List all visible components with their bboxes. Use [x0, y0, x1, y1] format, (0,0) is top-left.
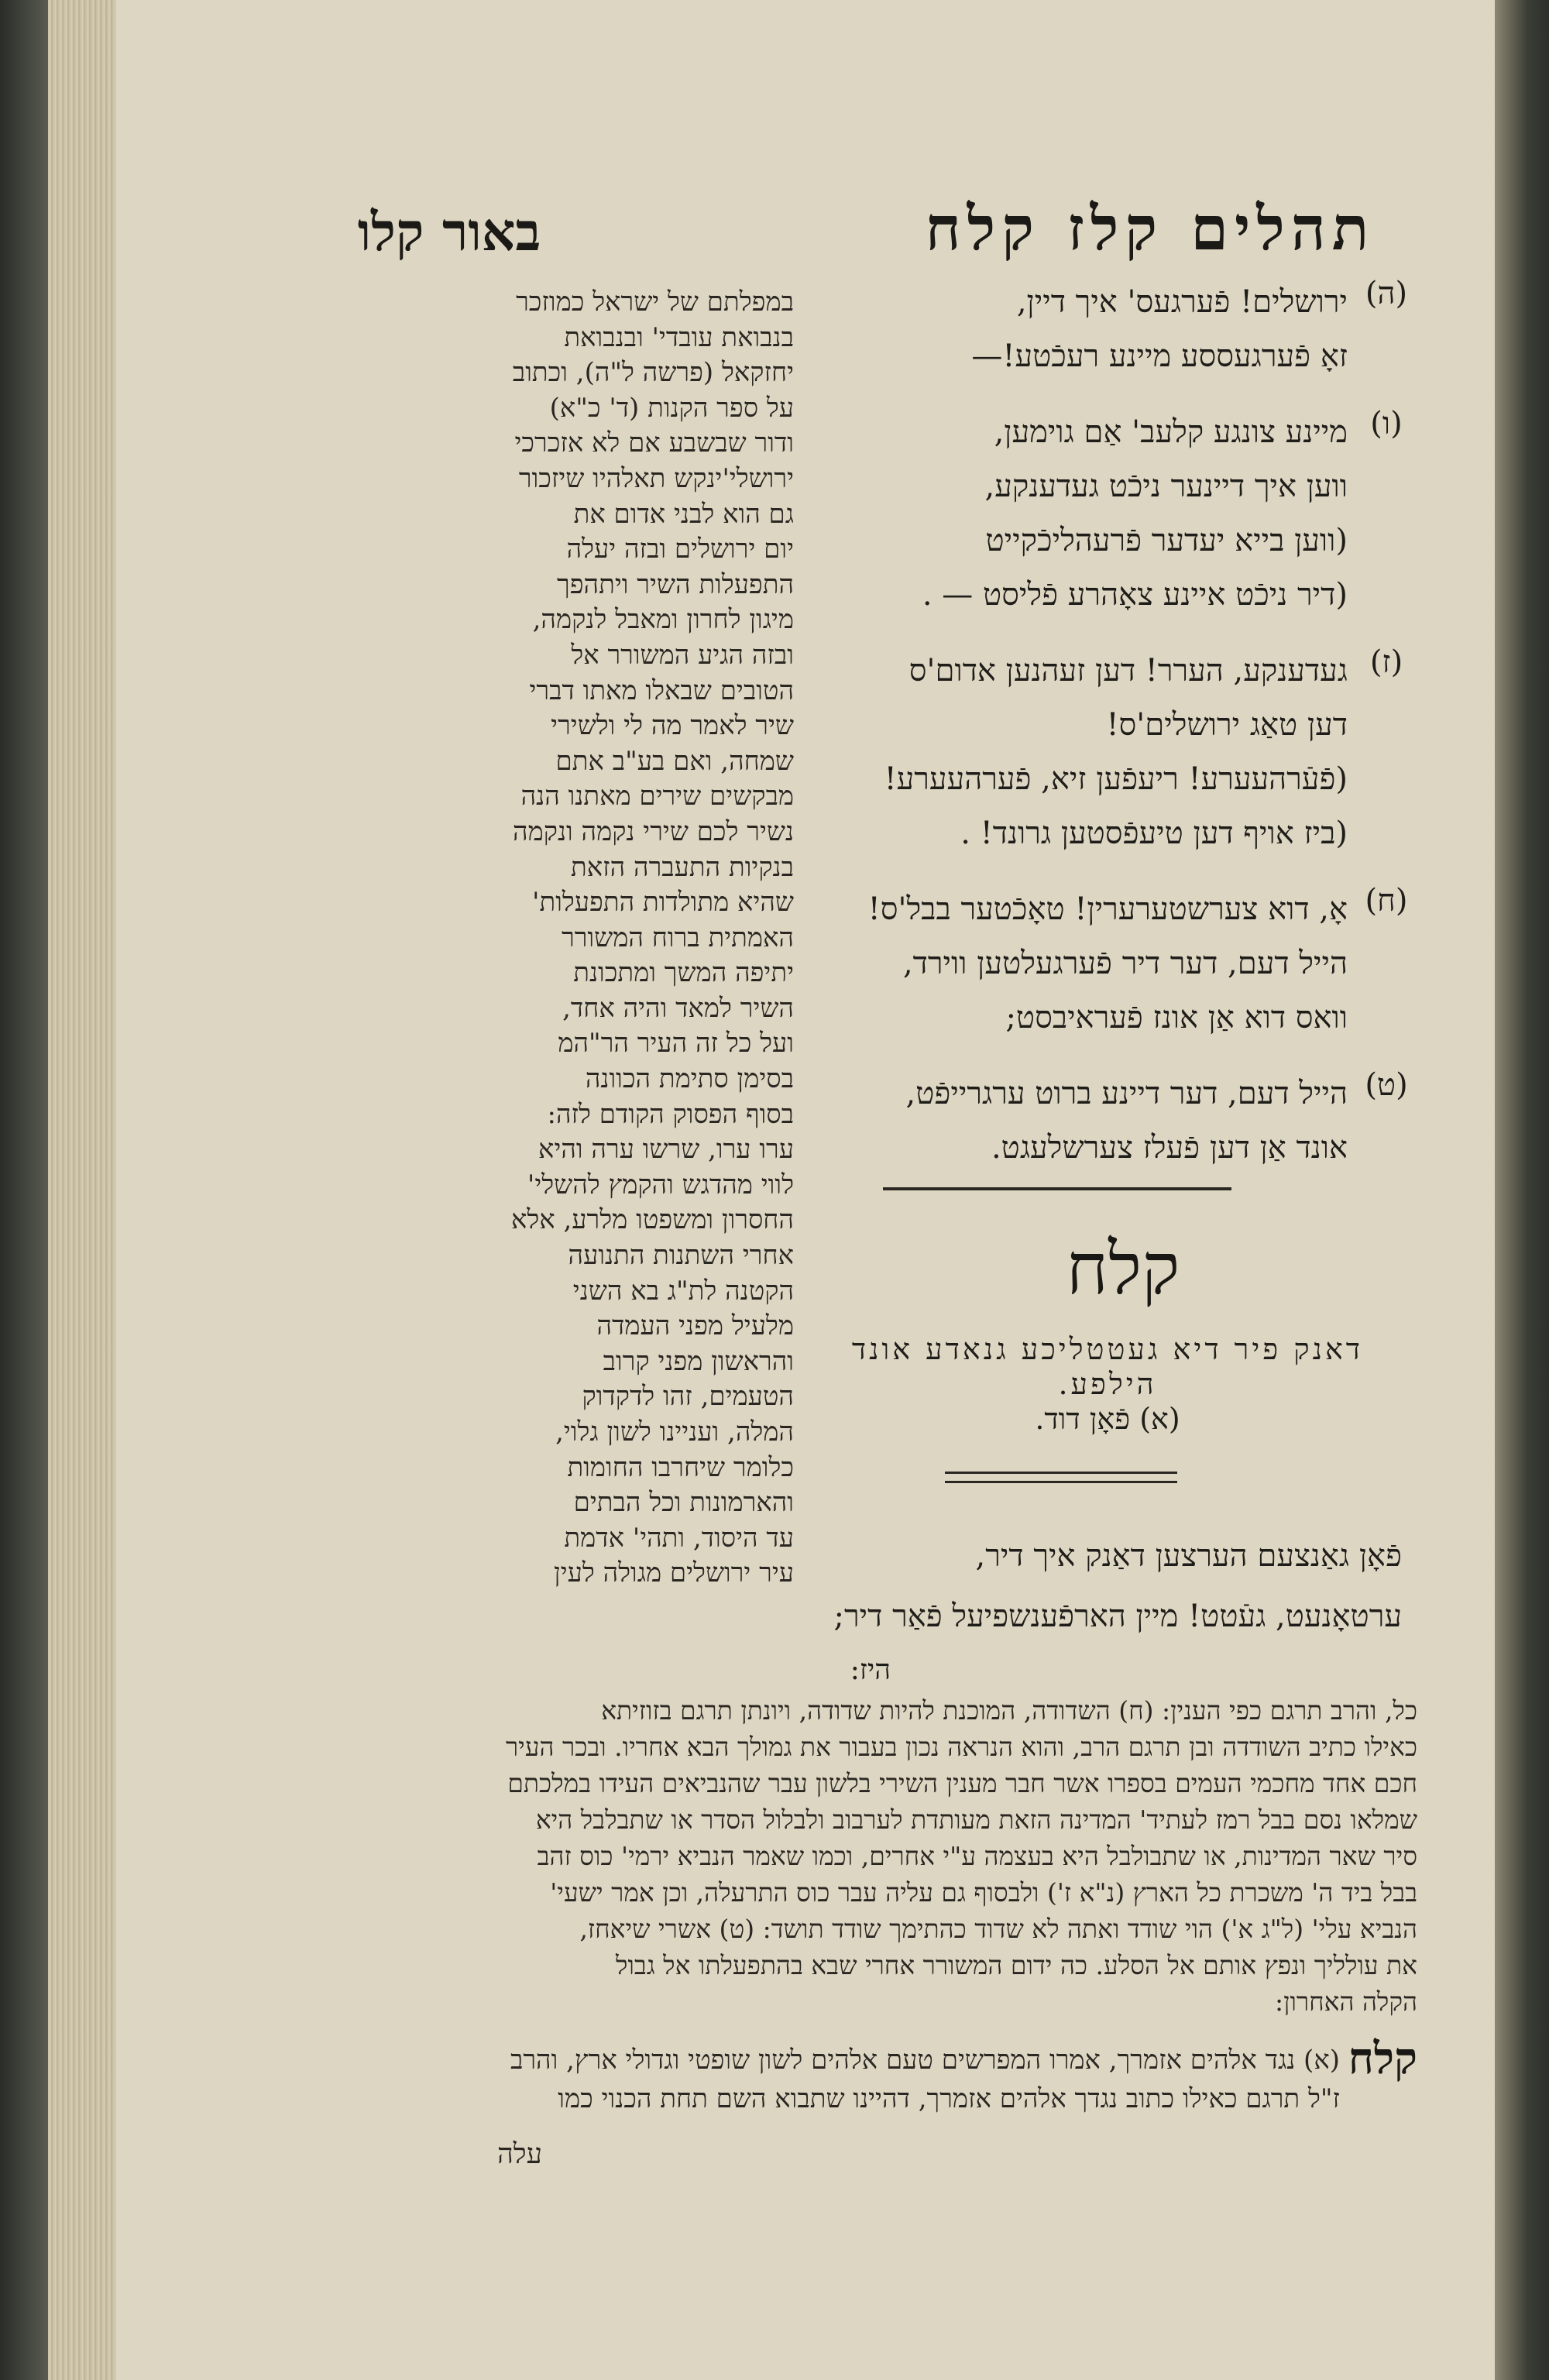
commentary-line: בסוף הפסוק הקודם לזה: [547, 1098, 794, 1130]
commentary-line: גם הוא לבני אדום את [573, 498, 794, 530]
verses-column [813, 275, 1410, 1197]
verse-number: (ז) [1369, 644, 1403, 680]
commentary-line: התפעלות השיר ויתהפך [557, 568, 794, 600]
verse-number: (ה) [1365, 276, 1408, 311]
verse-line: הייל דעם, דער דיר פֿערגעלטען ווירד, [902, 946, 1348, 981]
commentary-line: ערו ערו, שרשו ערה והיא [538, 1134, 794, 1166]
verse-line: געדענקע, הערר! דען זעהנען אדום'ס [908, 653, 1348, 689]
verse-number: (ו) [1370, 406, 1403, 441]
commentary-line: על ספר הקנות (ד' כ"א) [549, 392, 794, 424]
section-divider [883, 1187, 1231, 1190]
commentary-line: ודור שבשבע אם לא אזכרכי [514, 428, 794, 459]
footnote-line: הקלה האחרון: [1274, 1987, 1417, 2017]
footnote-chapter-label: קלח [1348, 2033, 1417, 2084]
verse-line: אונד אַן דען פֿעלז צערשלעגט. [991, 1130, 1348, 1166]
verse-number: (ט) [1365, 1067, 1408, 1103]
commentary-line: כלומר שיחרבו החומות [567, 1451, 794, 1483]
verse [813, 1066, 1410, 1175]
commentary-line: בנקיות התעברה הזאת [571, 851, 794, 883]
commentary-line: במפלתם של ישראל כמוזכר [516, 287, 794, 318]
footnote-line: חכם אחד מחכמי העמים בספרו אשר חבר מענין השירי בלשון עבר שהנביאים העידו במלכתם [507, 1768, 1417, 1798]
catchword: עלה [497, 2138, 542, 2170]
verse-line: וואס דוא אַן אונז פֿעראיבסט; [1005, 1000, 1348, 1035]
commentary-line: החסרון ומשפטו מלרע, אלא [510, 1204, 794, 1236]
commentary-line: יתיפה המשך ומתכונת [573, 957, 794, 989]
footnote-chapter-note [333, 2041, 1340, 2118]
verse-line: (ווען בייא יעדער פֿרעהליכֿקייט [985, 523, 1348, 558]
commentary-line: ירושלי'ינקש תאלהיו שיזכור [518, 462, 794, 494]
verse [813, 882, 1410, 1045]
book-spine [0, 0, 48, 2380]
commentary-line: האמתית ברוח המשורר [562, 922, 794, 953]
commentary-line: והראשון מפני קרוב [603, 1345, 794, 1377]
footnote-line: את עולליך ונפץ אותם אל הסלע. כה ידום המשורר אחרי שבא בהתפעלתו אל גבול [616, 1950, 1417, 1980]
verse-line: ווען איך דיינער ניכֿט געדענקע, [984, 469, 1348, 504]
verse-line: זאָ פֿערגעססע מיינע רעכֿטע!— [971, 338, 1348, 374]
commentary-line: יום ירושלים ובזה יעלה [566, 534, 794, 565]
footnote-line: הנביא עלי' (ל"ג א') הוי שודד ואתה לא שדוד כהתימך שודד תושד: (ט) אשרי שיאחז, [579, 1914, 1417, 1944]
footnote-note-line: ז"ל תרגם כאילו כתוב נגדך אלהים אזמרך, דהיינו שתבוא השם תחת הכנוי כמו [558, 2083, 1340, 2114]
chapter-subtitle: דאנק פיר דיא געטטליכע גנאדע אונד הילפע. [851, 1332, 1364, 1401]
stanza-lines [705, 1526, 1402, 1647]
commentary-line: הטובים שבאלו מאתו דברי [529, 675, 794, 706]
commentary-line: מיגון לחרון ומאבל לנקמה, [532, 604, 794, 636]
commentary-line: ועל כל זה העיר הר"המ [558, 1028, 794, 1059]
footnotes-block [318, 1692, 1417, 2020]
page-edges [48, 0, 118, 2380]
verse-line: (דיר ניכֿט איינע צאָהרע פֿליסט — . [922, 577, 1348, 613]
commentary-line: בסימן סתימת הכוונה [585, 1063, 794, 1095]
book-page [116, 0, 1495, 2380]
footnote-line: בבל ביד ה' משכרת כל הארץ (נ"א ז') ולבסוף גם עליה עבר כוס התרעלה, וכן אמר ישעי' [550, 1877, 1417, 1908]
commentary-line: יחזקאל (פרשה ל"ה), וכתוב [512, 357, 794, 389]
commentary-line: הטעמים, זהו לדקדוק [582, 1381, 794, 1413]
commentary-line: בנבואת עובדי' ובנבואת [564, 321, 794, 353]
commentary-line: עיר ירושלים מגולה לעין [554, 1557, 794, 1589]
verse-line: אָ, דוא צערשטערערין! טאָכֿטער בבל'ס! [867, 891, 1348, 927]
footnote-line: כל, והרב תרגם כפי הענין: (ח) השדודה, המוכנת להיות שדודה, ויונתן תרגם בזוזיתא [601, 1695, 1417, 1726]
commentary-line: המלה, ועניינו לשון גלוי, [555, 1417, 794, 1448]
verse-line: (ביז אויף דען טיעפֿסטען גרונד! . [960, 816, 1348, 851]
commentary-column [267, 285, 794, 1592]
double-rule-top [945, 1472, 1177, 1474]
commentary-line: מבקשים שירים מאתנו הנה [520, 781, 794, 812]
stanza-line: פֿאָן גאַנצעם הערצען דאַנק איך דיר, [975, 1538, 1402, 1574]
verse-line: ירושלים! פֿערגעס' איך דיין, [1016, 284, 1348, 320]
verse [813, 644, 1410, 860]
footnote-line: כאילו כתיב השודדה ובן תרגם הרב, והוא הנראה נכון בעבור את גמולך הבא אחריו. ובכר העיר [505, 1732, 1417, 1762]
verse [813, 405, 1410, 622]
verse-line: הייל דעם, דער דיינע ברוט ערגרייפֿט, [905, 1076, 1348, 1111]
facing-page-edge [1495, 0, 1549, 2380]
chapter-byline: (א) פֿאָן דוד. [1035, 1402, 1180, 1436]
footnote-line: סיר שאר המדינות, או שתבולבל היא בעצמה ע"י אחרים, וכמו שאמר הנביא ירמי' כוס זהב [537, 1841, 1417, 1871]
commentary-line: השיר למאד והיה אחד, [562, 992, 794, 1024]
stanza-continuation: היז: [850, 1654, 891, 1686]
commentary-line: שהיא מתולדות התפעלות' [532, 887, 794, 919]
footnote-line: שמלאו נסם בבל רמז לעתיד' המדינה הזאת מעותדת לערבוב ולבלול הסדר או שתבלבל היא [535, 1805, 1417, 1835]
running-header-psalms: תהלים קלז קלח [925, 194, 1376, 264]
double-rule-bottom [945, 1481, 1177, 1483]
commentary-line: ובזה הגיע המשורר אל [571, 639, 794, 671]
chapter-title: קלח [1066, 1228, 1180, 1310]
commentary-line: הקטנה לת"ג בא השני [572, 1275, 794, 1307]
commentary-line: והארמונות וכל הבתים [573, 1487, 794, 1519]
verse-number: (ח) [1365, 883, 1408, 919]
verse [813, 275, 1410, 383]
commentary-line: לווי מהדגש והקמץ להשלי' [527, 1169, 794, 1200]
commentary-line: שמחה, ואם בע"ב אתם [555, 745, 794, 777]
commentary-line: אחרי השתנות התנועה [568, 1240, 794, 1272]
commentary-line: עד היסוד, ותהי' אדמת [564, 1522, 794, 1554]
commentary-line: שיר לאמר מה לי ולשירי [551, 710, 794, 742]
verse-line: (פֿעֿרהעערע! ריעפֿען זיא, פֿערהעערע! [884, 761, 1348, 797]
commentary-line: מלעיל מפני העמדה [596, 1310, 794, 1342]
stanza-line: ערטאָנעט, געֿטט! מיין הארפֿענשפיעל פֿאַר דיר; [833, 1599, 1402, 1634]
verse-line: מיינע צונגע קלעב' אַם גוימען, [994, 414, 1348, 450]
footnote-note-line: (א) נגד אלהים אזמרך, אמרו המפרשים טעם אלהים לשון שופטי וגדולי ארץ, והרב [510, 2045, 1340, 2076]
verse-line: דען טאַג ירושלים'ס! [1106, 707, 1348, 743]
commentary-line: נשיר לכם שירי נקמה ונקמה [513, 816, 794, 847]
running-header-commentary: באור קלו [357, 201, 541, 263]
